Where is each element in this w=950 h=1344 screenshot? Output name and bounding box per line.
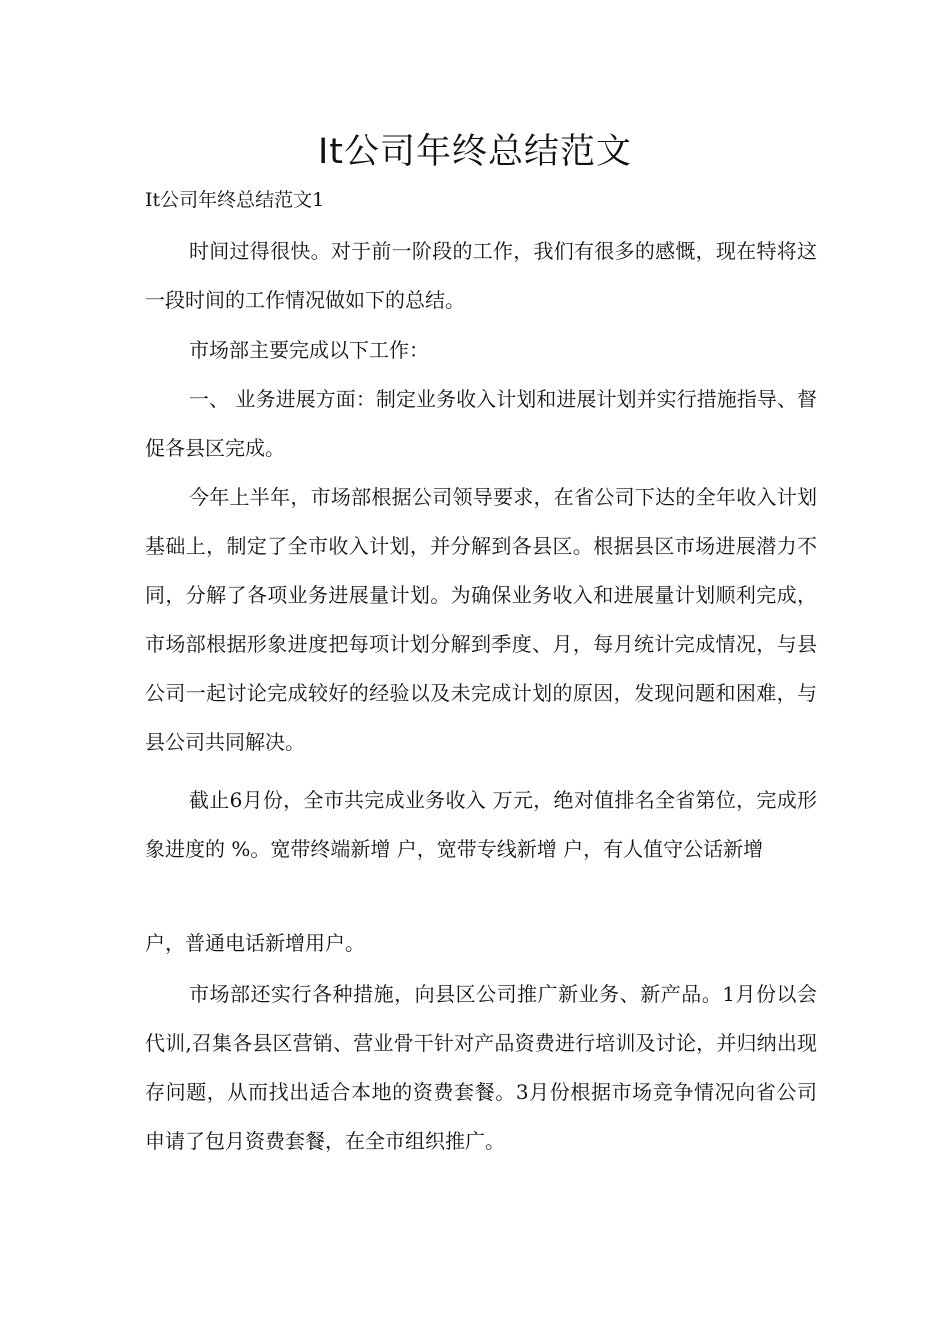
paragraph-first-half: 今年上半年，市场部根据公司领导要求，在省公司下达的全年收入计划基础上，制定了全市收入计划，并分解到各县区。根据县区市场进展潜力不同，分解了各项业务进展量计划。为确保业务收入和进展量计划顺利完成，市场部根据形象进度把每项计划分解到季度、月，每月统计完成情况，与县公司一起讨论完成较好的经验以及未完成计划的原因，发现问题和困难，与县公司共同解决。 xyxy=(145,485,817,754)
document-subtitle: It公司年终总结范文1 xyxy=(145,189,325,211)
paragraph-new-products: 市场部还实行各种措施，向县区公司推广新业务、新产品。1月份以会代训,召集各县区营销、营业骨干针对产品资费进行培训及讨论，并归纳出现存问题，从而找出适合本地的资费套餐。3月份根据市场竞争情况向省公司申请了包月资费套餐，在全市组织推广。 xyxy=(145,982,817,1153)
paragraph-june-results: 截止6月份，全市共完成业务收入 万元，绝对值排名全省第位，完成形象进度的 %。宽带终端新增 户，宽带专线新增 户，有人值守公话新增 xyxy=(145,788,817,861)
paragraph-main-work: 市场部主要完成以下工作： xyxy=(189,338,429,362)
paragraph-section-one: 一、 业务进展方面：制定业务收入计划和进展计划并实行措施指导、督促各县区完成。 xyxy=(145,387,817,460)
document-title: It公司年终总结范文 xyxy=(317,132,633,172)
paragraph-intro: 时间过得很快。对于前一阶段的工作，我们有很多的感慨，现在特将这一段时间的工作情况做如下的总结。 xyxy=(145,239,817,312)
paragraph-phone-users: 户，普通电话新增用户。 xyxy=(145,931,365,955)
